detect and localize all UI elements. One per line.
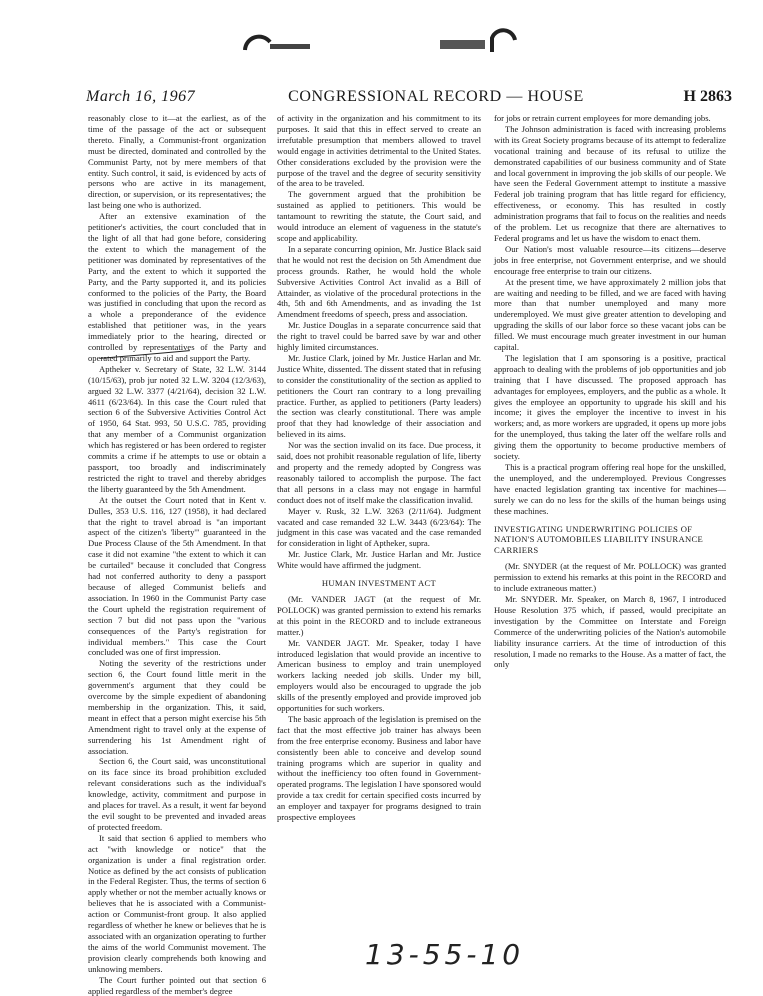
punch-mark-right bbox=[492, 30, 515, 52]
paragraph: reasonably close to it—at the earliest, as of the time of the passage of the act or subsequent thereto. Finally, a Communist-front organization must be directed, dominated and controlled by the Communist Party, not by mere members of that entity. Such control, it said, is evidenced by acts of persons who are active in its management, direction, or supervision, or its representatives; the last being one who is authorized. bbox=[88, 113, 266, 211]
paragraph: Mr. Justice Douglas in a separate concurrence said that the right to travel could be barred save by war and other highly limited circumstances. bbox=[277, 320, 481, 353]
paragraph: Noting the severity of the restrictions under section 6, the Court found little merit in the government's argument that they could be overcome by the simple expedient of abandoning membership in the organization. This, it said, meant in effect that a person might exercise his 5th Amendment right to travel only at the expense of surrendering his 1st Amendment right of association. bbox=[88, 658, 266, 756]
paragraph: The Johnson administration is faced with increasing problems with its Great Society programs because of its attempt to federalize vocational training and because of its refusal to utilize the demonstrated capabilities of our business community and of State and local government in improving the job skills of our people. We have seen the Federal Government attempt to institute a massive Federal job training program that has little regard for efficiency, effectiveness, or economy. This has resulted in costly administration programs that fail to focus on the realities and needs of the problem. Let us recognize that there are alternatives to Federal programs and let us have the wisdom to enact them. bbox=[494, 123, 726, 243]
paragraph: The Court further pointed out that section 6 applied regardless of the member's degree bbox=[88, 974, 266, 996]
paragraph: At the present time, we have approximately 2 million jobs that are waiting and needing to be filled, and we are faced with having more than that number unemployed and many more underemployed. We must give greater attention to developing and upgrading the skills of our labor force so these vacant jobs can be filled. We must encourage much greater investment in our human capital. bbox=[494, 276, 726, 353]
column-1 bbox=[88, 113, 266, 996]
paragraph: Nor was the section invalid on its face. Due process, it said, does not prohibit reasonable regulation of life, liberty and property and the remedy adopted by Congress was reasonably tailored to accomplish the purpose. The fact that all persons in a class may not engage in harmful conduct does not of itself make the classification invalid. bbox=[277, 440, 481, 505]
paragraph: Mayer v. Rusk, 32 L.W. 3263 (2/11/64). Judgment vacated and case remanded 32 L.W. 3443 (6/23/64): The judgment in this case was vacated and the case remanded for consideration in light of Aptheker, supra. bbox=[277, 505, 481, 549]
paragraph: Mr. Justice Clark, Mr. Justice Harlan and Mr. Justice White would have affirmed the judgment. bbox=[277, 549, 481, 571]
header-date: March 16, 1967 bbox=[86, 88, 196, 105]
paragraph: The basic approach of the legislation is premised on the fact that the most effective job trainer has always been from the free enterprise economy. Business and labor have consistently been able to conceive and develop sound training programs which are superior in quality and without the inefficiency too often found in Government-operated programs. The legislation I have sponsored would provide a tax credit for certain specified costs incurred by an employer and taxpayer for programs designed to train prospective employees bbox=[277, 713, 481, 823]
paragraph: It said that section 6 applied to members who act "with knowledge or notice" that the organization is under a final registration order. Notice as defined by the act consists of publication in the Federal Register. Thus, the terms of section 6 apply whether or not the member actually knows or believes that he is associated with a Communist-action or Communist-front group. It also applied regardless of whether he knew or believes that he is associated with an organization operating to further the aims of the world Communist movement. The provision clearly comprehends both knowing and unknowing members. bbox=[88, 832, 266, 974]
paragraph: This is a practical program offering real hope for the unskilled, the unemployed, and the underemployed. Previous Congresses have enacted legislation granting tax incentive for machines—surely we can do no less for the skills of the human beings using these machines. bbox=[494, 462, 726, 516]
header-page-number: H 2863 bbox=[683, 88, 732, 105]
paragraph: Our Nation's most valuable resource—its citizens—deserve jobs in free enterprise, not Government enterprise, and we should encourage free enterprise to train our citizens. bbox=[494, 243, 726, 276]
paragraph: Aptheker v. Secretary of State, 32 L.W. 3144 (10/15/63), prob jur noted 32 L.W. 3204 (12/3/63), argued 32 L.W. 3377 (4/21/64), decision 32 L.W. 4611 (6/23/64). In this case the Court ruled that section 6 of the Subversive Activities Control Act of 1950, 64 Stat. 993, 50 U.S.C. 785, providing that any member of a Communist organization which has registered or has been ordered to register commits a crime if he attempts to use or obtain a passport, too broadly and indiscriminately restricted the right to travel and thereby abridges the liberty guaranteed by the 5th Amendment. bbox=[88, 363, 266, 494]
section-heading: HUMAN INVESTMENT ACT bbox=[321, 578, 437, 589]
paragraph: Mr. Justice Clark, joined by Mr. Justice Harlan and Mr. Justice White, dissented. The dissent stated that in refusing to consider the constitutionality of the section as applied to petitioners the Court ran contrary to a long prevailing practice. Further, as applied to petitioners (Party leaders) the section was clearly constitutional. There was ample proof that they had knowledge of their association and believed in its aims. bbox=[277, 352, 481, 440]
column-2 bbox=[277, 113, 481, 823]
page-header bbox=[86, 88, 732, 110]
paragraph: Section 6, the Court said, was unconstitutional on its face since its broad prohibition excluded relevant considerations such as the individual's knowledge, activity, commitment and purpose in and places for travel. As a result, it went far beyond the evil sought to be prevented and invaded areas of protected freedom. bbox=[88, 756, 266, 832]
scan-smudge-left bbox=[270, 44, 310, 49]
header-title: CONGRESSIONAL RECORD — HOUSE bbox=[288, 88, 584, 105]
paragraph: (Mr. SNYDER (at the request of Mr. POLLOCK) was granted permission to extend his remarks at this point in the RECORD and to include extraneous matter.) bbox=[494, 561, 726, 594]
column-3 bbox=[494, 113, 726, 670]
paragraph: The legislation that I am sponsoring is a positive, practical approach to dealing with the problems of job opportunities and job training that I have discussed. The proposed approach has advantages for employees, employers, and the public as a whole. It gives the employee an opportunity to upgrade his skill and his income; it gives the employer the incentive to invest in his workers; and, as more workers are upgraded, it opens up more jobs for the unemployed, thus taking the later off the welfare rolls and giving them the opportunity to become productive members of society. bbox=[494, 352, 726, 462]
paragraph: At the outset the Court noted that in Kent v. Dulles, 353 U.S. 116, 127 (1958), it had declared that the right to travel abroad is "an important aspect of the citizen's 'liberty'" guaranteed in the Due Process Clause of the 5th Amendment. In that case it did not examine "the extent to which it can be curtailed" because it concluded that Congress had not conferred authority to deny a passport because of alleged Communist beliefs and association. In 1960 in the Communist Party case the Court upheld the registration requirement of section 7 but did not pass upon the "various consequences of the Party's registration for individual members." This case the Court concluded was one of first impression. bbox=[88, 494, 266, 658]
punch-mark-left bbox=[245, 37, 270, 50]
paragraph: The government argued that the prohibition be sustained as applied to petitioners. This would be tantamount to rewriting the statute, the Court said, and would introduce an element of vagueness in the statute's scope and applicability. bbox=[277, 189, 481, 243]
handwritten-annotation: 13-55-10 bbox=[365, 938, 525, 971]
paragraph: Mr. SNYDER. Mr. Speaker, on March 8, 1967, I introduced House Resolution 375 which, if passed, would precipitate an investigation by the Committee on Interstate and Foreign Commerce of the underwriting policies of the Nation's automobile liability insurance carriers. At the time of introduction of this resolution, I made no remarks to the House. As a matter of fact, the only bbox=[494, 593, 726, 670]
scan-smudge-right bbox=[440, 40, 485, 49]
section-heading: INVESTIGATING UNDERWRITING POLICIES OF NATION'S AUTOMOBILES LIABILITY INSURANCE CARRIERS bbox=[494, 523, 704, 556]
paragraph: In a separate concurring opinion, Mr. Justice Black said that he would not rest the decision on 5th Amendment due process grounds. Rather, he would hold the whole Subversive Activities Control Act invalid as a Bill of Attainder, as violative of the procedural protections in the 4th, 5th and 6th Amendments, and as invading the 1st Amendment freedoms of speech, press and association. bbox=[277, 243, 481, 320]
paragraph: for jobs or retrain current employees for more demanding jobs. bbox=[494, 113, 711, 123]
paragraph: (Mr. VANDER JAGT (at the request of Mr. POLLOCK) was granted permission to extend his remarks at this point in the RECORD and to include extraneous matter.) bbox=[277, 593, 481, 637]
paragraph: After an extensive examination of the petitioner's activities, the court concluded that in the light of all that had gone before, considering the extent to which the management of the petitioner was dominated by representatives of the Party, and the extent to which it supported the Party, and the Party supported it, and its policies conformed to the policies of the Party, the Board was justified in concluding that upon the record as a whole a preponderance of the evidence established that petitioner was, in the years immediately prior to the hearing, directed or controlled by representatives of the Party and operated primarily to aid and support the Party. bbox=[88, 211, 266, 363]
paragraph: Mr. VANDER JAGT. Mr. Speaker, today I have introduced legislation that would provide an incentive to American business to employ and train unemployed workers lacking needed job skills. Under my bill, employers would also be encouraged to upgrade the job skills of the presently employed and provide improved job opportunities for such workers. bbox=[277, 637, 481, 714]
paragraph: of activity in the organization and his commitment to its purposes. It said that this in effect served to create an irrefutable presumption that members allowed to travel would engage in activities detrimental to the United States. Other considerations excluded by the provision were the purpose of the travel and the degree of security sensitivity of the area to be traveled. bbox=[277, 113, 481, 189]
scan-marks bbox=[0, 28, 763, 68]
